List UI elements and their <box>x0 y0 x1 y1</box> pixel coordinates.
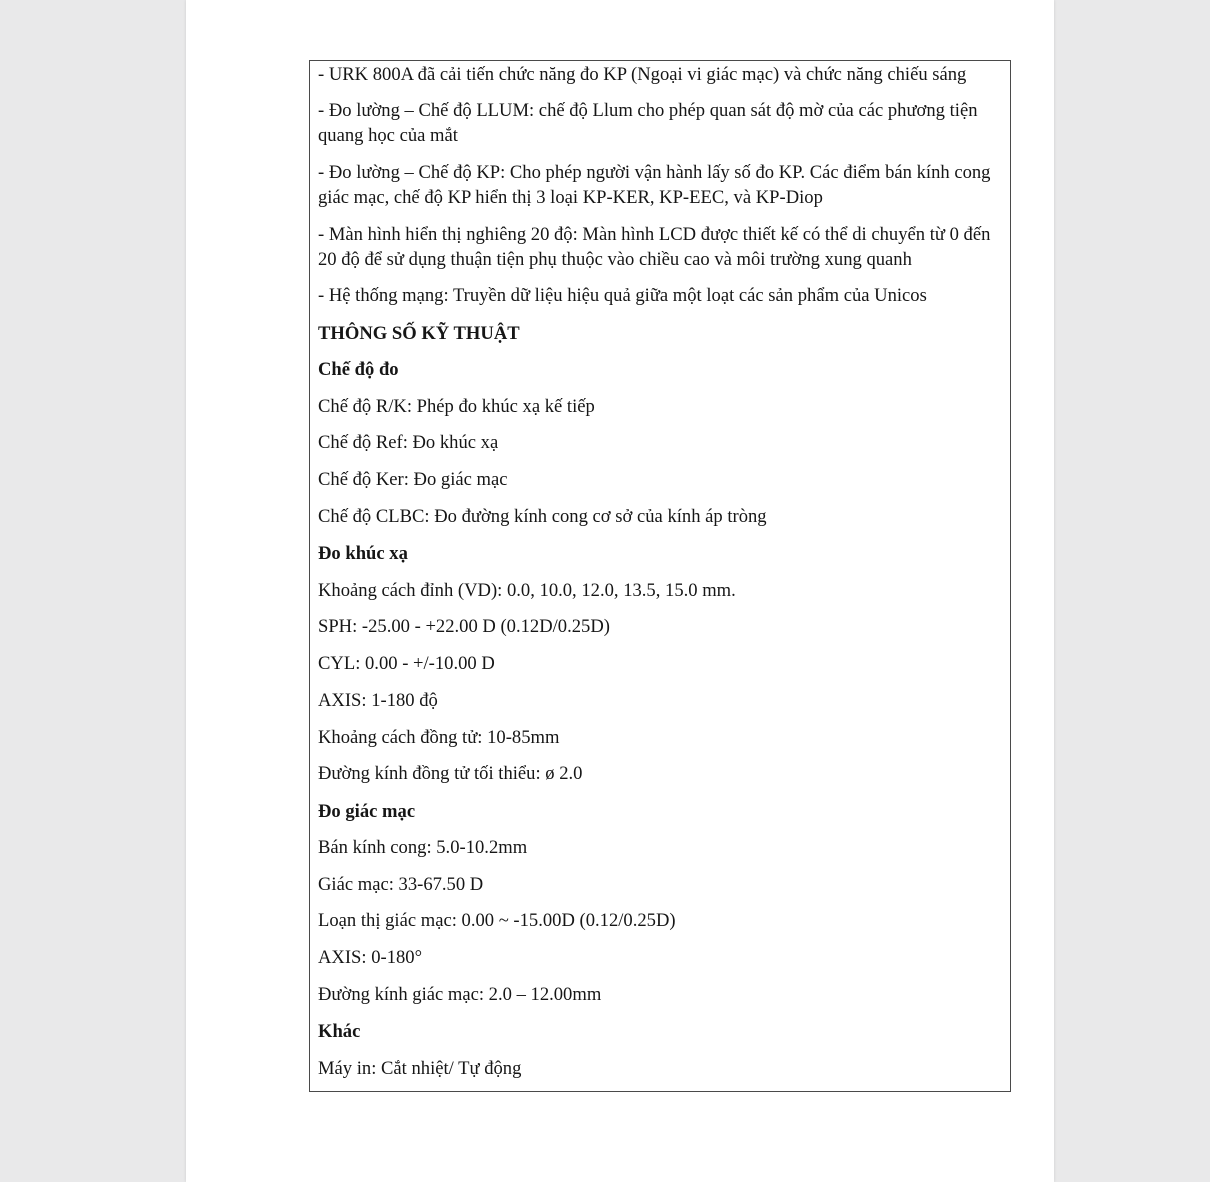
feature-tilt-display: - Màn hình hiển thị nghiêng 20 độ: Màn hình LCD được thiết kế có thể di chuyển từ 0 đến 20 độ để sử dụng thuận tiện phụ thuộc vào chiều cao và môi trường xung quanh <box>318 224 991 270</box>
spec-heading: THÔNG SỐ KỸ THUẬT <box>318 323 520 344</box>
feature-llum-mode: - Đo lường – Chế độ LLUM: chế độ Llum cho phép quan sát độ mờ của các phương tiện quang học của mắt <box>318 100 978 146</box>
keratometry-item: AXIS: 0-180° <box>318 947 423 968</box>
feature-kp-mode: - Đo lường – Chế độ KP: Cho phép người vận hành lấy số đo KP. Các điểm bán kính cong giác mạc, chế độ KP hiển thị 3 loại KP-KER, KP-EEC, và KP-Diop <box>318 162 991 208</box>
refraction-item: Khoảng cách đỉnh (VD): 0.0, 10.0, 12.0, 13.5, 15.0 mm. <box>318 580 736 601</box>
refraction-item: SPH: -25.00 - +22.00 D (0.12D/0.25D) <box>318 616 610 637</box>
refraction-item: Khoảng cách đồng tử: 10-85mm <box>318 727 560 748</box>
keratometry-item: Đường kính giác mạc: 2.0 – 12.00mm <box>318 984 602 1005</box>
keratometry-item: Loạn thị giác mạc: 0.00 ~ -15.00D (0.12/0.25D) <box>318 910 676 931</box>
refraction-item: CYL: 0.00 - +/-10.00 D <box>318 653 495 674</box>
keratometry-heading: Đo giác mạc <box>318 801 416 822</box>
other-item: Máy in: Cắt nhiệt/ Tự động <box>318 1058 522 1079</box>
keratometry-item: Giác mạc: 33-67.50 D <box>318 874 484 895</box>
mode-item: Chế độ Ref: Đo khúc xạ <box>318 432 499 453</box>
refraction-item: AXIS: 1-180 độ <box>318 690 438 711</box>
mode-heading: Chế độ đo <box>318 359 399 380</box>
document-page <box>186 0 1054 1182</box>
keratometry-item: Bán kính cong: 5.0-10.2mm <box>318 837 528 858</box>
mode-item: Chế độ CLBC: Đo đường kính cong cơ sở của kính áp tròng <box>318 506 767 527</box>
feature-network: - Hệ thống mạng: Truyền dữ liệu hiệu quả giữa một loạt các sản phẩm của Unicos <box>318 285 927 306</box>
mode-item: Chế độ R/K: Phép đo khúc xạ kế tiếp <box>318 396 595 417</box>
feature-kp-illumination: - URK 800A đã cải tiến chức năng đo KP (Ngoại vi giác mạc) và chức năng chiếu sáng <box>318 64 967 85</box>
mode-item: Chế độ Ker: Đo giác mạc <box>318 469 508 490</box>
spec-frame <box>309 60 1011 1092</box>
refraction-item: Đường kính đồng tử tối thiểu: ø 2.0 <box>318 763 583 784</box>
other-heading: Khác <box>318 1021 361 1042</box>
refraction-heading: Đo khúc xạ <box>318 543 408 564</box>
